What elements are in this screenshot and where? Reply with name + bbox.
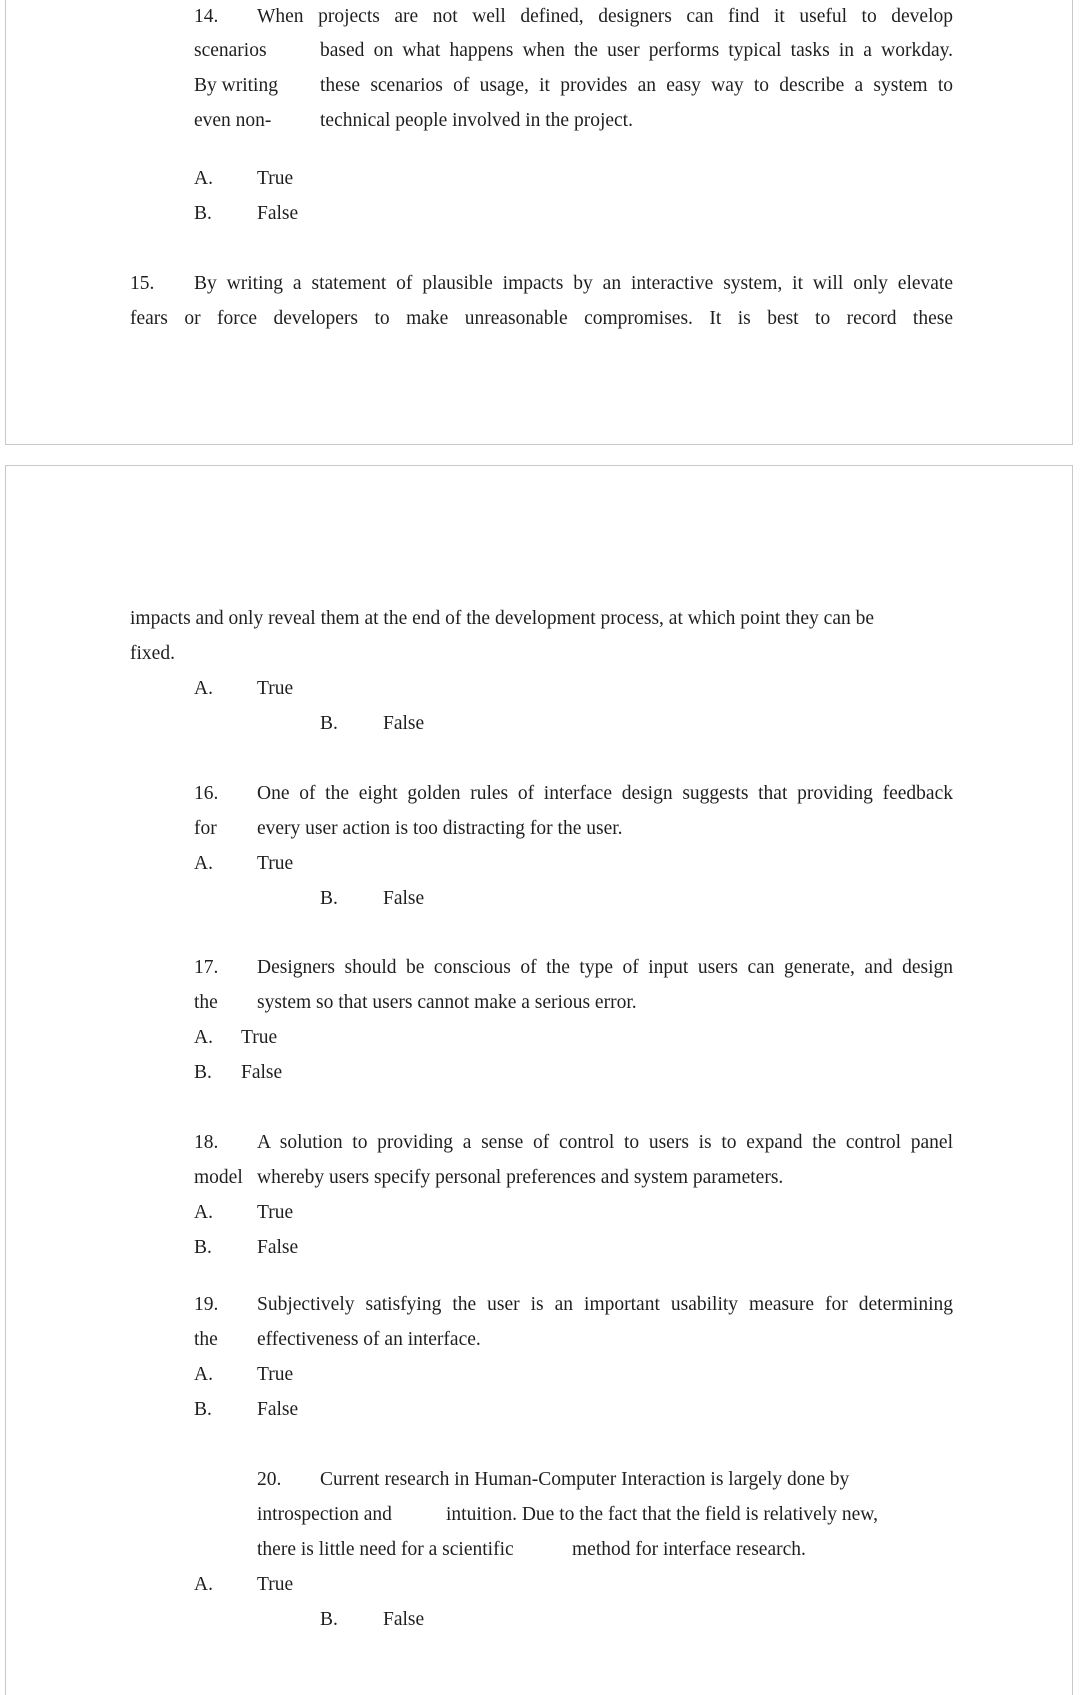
question-text-line: model <box>194 1167 243 1188</box>
question-text-line: every user action is too distracting for the user. <box>257 818 623 839</box>
option-false: False <box>383 713 425 734</box>
question-text-line: scenarios <box>194 40 267 61</box>
question-text-line: fixed. <box>130 643 175 664</box>
question-number: 15. <box>130 273 155 294</box>
question-text-line: One of the eight golden rules of interface design suggests that providing feedback <box>257 783 953 804</box>
question-text-line: method for interface research. <box>572 1539 806 1560</box>
question-text-line: Subjectively satisfying the user is an important usability measure for determining <box>257 1294 953 1315</box>
option-true: True <box>257 168 294 189</box>
option-letter-b: B. <box>194 203 212 224</box>
option-true: True <box>257 1202 294 1223</box>
option-letter-a: A. <box>194 1027 213 1048</box>
question-text-line: the <box>194 1329 218 1350</box>
option-letter-a: A. <box>194 678 213 699</box>
question-number: 20. <box>257 1469 282 1490</box>
option-true: True <box>241 1027 278 1048</box>
question-text-line: Current research in Human-Computer Interaction is largely done by <box>320 1469 850 1490</box>
question-text-line: the <box>194 992 218 1013</box>
question-text-line: introspection and <box>257 1504 392 1525</box>
question-text-line: A solution to providing a sense of control to users is to expand the control panel <box>257 1132 953 1153</box>
question-text-line: whereby users specify personal preferences and system parameters. <box>257 1167 784 1188</box>
option-false: False <box>257 1237 299 1258</box>
question-number: 16. <box>194 783 219 804</box>
option-letter-b: B. <box>194 1399 212 1420</box>
question-text-line: By writing a statement of plausible impacts by an interactive system, it will only elevate <box>194 273 953 294</box>
option-letter-a: A. <box>194 1574 213 1595</box>
option-true: True <box>257 1364 294 1385</box>
question-text-line: for <box>194 818 217 839</box>
option-letter-b: B. <box>320 713 338 734</box>
option-letter-a: A. <box>194 168 213 189</box>
document-page-1 <box>5 0 1073 445</box>
question-text-line: intuition. Due to the fact that the field is relatively new, <box>446 1504 878 1525</box>
option-letter-b: B. <box>320 888 338 909</box>
question-text-line: impacts and only reveal them at the end of the development process, at which point they can be <box>130 608 875 629</box>
option-true: True <box>257 1574 294 1595</box>
question-text-line: effectiveness of an interface. <box>257 1329 481 1350</box>
option-letter-b: B. <box>320 1609 338 1630</box>
option-letter-a: A. <box>194 1202 213 1223</box>
question-text-line: even non- <box>194 110 272 131</box>
option-false: False <box>257 203 299 224</box>
option-false: False <box>241 1062 283 1083</box>
option-false: False <box>383 888 425 909</box>
option-letter-b: B. <box>194 1237 212 1258</box>
option-letter-a: A. <box>194 853 213 874</box>
question-text-line: these scenarios of usage, it provides an easy way to describe a system to <box>320 75 953 96</box>
option-letter-a: A. <box>194 1364 213 1385</box>
question-text-line: fears or force developers to make unreasonable compromises. It is best to record these <box>130 308 953 329</box>
option-false: False <box>257 1399 299 1420</box>
question-number: 19. <box>194 1294 219 1315</box>
question-text-line: When projects are not well defined, designers can find it useful to develop <box>257 6 953 27</box>
option-true: True <box>257 678 294 699</box>
question-number: 14. <box>194 6 219 27</box>
question-number: 18. <box>194 1132 219 1153</box>
question-text-line: there is little need for a scientific <box>257 1539 514 1560</box>
question-text-line: technical people involved in the project. <box>320 110 633 131</box>
question-text-line: system so that users cannot make a serious error. <box>257 992 637 1013</box>
question-text-line: By writing <box>194 75 278 96</box>
document-page-2 <box>5 465 1073 1695</box>
question-text-line: based on what happens when the user performs typical tasks in a workday. <box>320 40 953 61</box>
question-text-line: Designers should be conscious of the type of input users can generate, and design <box>257 957 953 978</box>
option-true: True <box>257 853 294 874</box>
option-false: False <box>383 1609 425 1630</box>
question-number: 17. <box>194 957 219 978</box>
option-letter-b: B. <box>194 1062 212 1083</box>
